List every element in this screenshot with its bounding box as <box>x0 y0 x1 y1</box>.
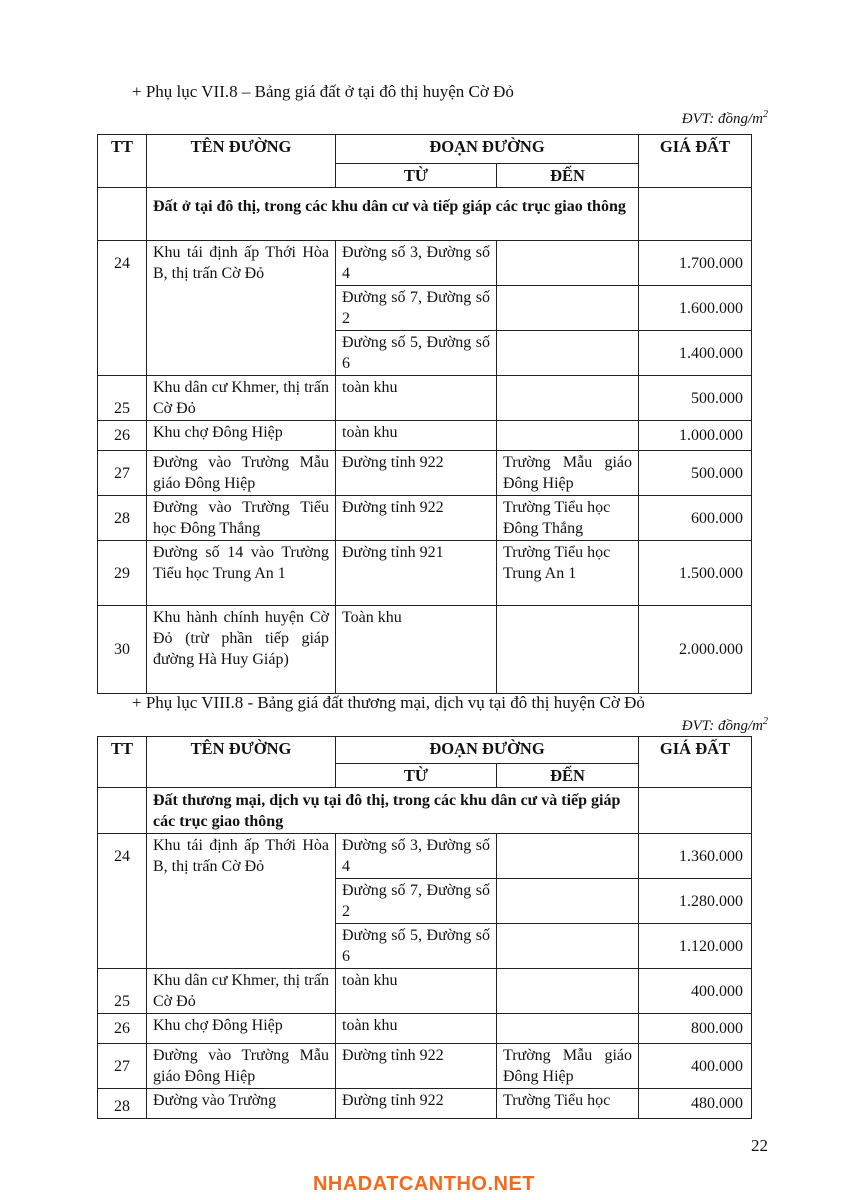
table-row: Đường số 5, Đường số 6 1.120.000 <box>98 924 752 969</box>
header-to: ĐẾN <box>497 764 639 788</box>
table-row: 27 Đường vào Trường Mẫu giáo Đông Hiệp Đường tỉnh 922 Trường Mẫu giáo Đông Hiệp 500.000 <box>98 451 752 496</box>
table1-heading: + Phụ lục VII.8 – Bảng giá đất ở tại đô thị huyện Cờ Đỏ <box>132 82 514 101</box>
section-title: Đất thương mại, dịch vụ tại đô thị, trong các khu dân cư và tiếp giáp các trục giao thông <box>147 788 639 834</box>
table-row: Đường số 7, Đường số 2 1.600.000 <box>98 286 752 331</box>
header-price: GIÁ ĐẤT <box>639 135 752 188</box>
land-price-table-commercial <box>97 736 752 1119</box>
table2-heading: + Phụ lục VIII.8 - Bảng giá đất thương mại, dịch vụ tại đô thị huyện Cờ Đỏ <box>132 693 645 712</box>
table-row: 26 Khu chợ Đông Hiệp toàn khu 1.000.000 <box>98 421 752 451</box>
table2-unit: ĐVT: đồng/$m^2$ <box>681 716 768 734</box>
table-row: 29 Đường số 14 vào Trường Tiểu học Trung An 1 Đường tỉnh 921 Trường Tiểu học Trung An 1 1.500.000 <box>98 541 752 606</box>
section-title: Đất ở tại đô thị, trong các khu dân cư và tiếp giáp các trục giao thông <box>147 188 639 241</box>
table-row: 25 Khu dân cư Khmer, thị trấn Cờ Đỏ toàn khu 500.000 <box>98 376 752 421</box>
header-tt: TT <box>98 737 147 788</box>
watermark-footer: NHADATCANTHO.NET <box>312 1173 536 1195</box>
table-row: 24 Khu tái định ấp Thới Hòa B, thị trấn Cờ Đỏ Đường số 3, Đường số 4 1.360.000 <box>98 834 752 879</box>
header-to: ĐẾN <box>497 164 639 188</box>
header-name: TÊN ĐƯỜNG <box>147 737 336 788</box>
table-row: 28 Đường vào Trường Đường tỉnh 922 Trường Tiểu học 480.000 <box>98 1089 752 1119</box>
table-row: 26 Khu chợ Đông Hiệp toàn khu 800.000 <box>98 1014 752 1044</box>
table-row: Đường số 5, Đường số 6 1.400.000 <box>98 331 752 376</box>
table-row: 27 Đường vào Trường Mẫu giáo Đông Hiệp Đường tỉnh 922 Trường Mẫu giáo Đông Hiệp 400.000 <box>98 1044 752 1089</box>
header-from: TỪ <box>336 764 497 788</box>
table-row: 24 Khu tái định ấp Thới Hòa B, thị trấn Cờ Đỏ Đường số 3, Đường số 4 1.700.000 <box>98 241 752 286</box>
table-row: Đường số 7, Đường số 2 1.280.000 <box>98 879 752 924</box>
header-tt: TT <box>98 135 147 188</box>
land-price-table-residential <box>97 134 752 694</box>
header-segment: ĐOẠN ĐƯỜNG <box>336 135 639 164</box>
table-row: 25 Khu dân cư Khmer, thị trấn Cờ Đỏ toàn khu 400.000 <box>98 969 752 1014</box>
table-row: 30 Khu hành chính huyện Cờ Đỏ (trừ phần tiếp giáp đường Hà Huy Giáp) Toàn khu 2.000.000 <box>98 606 752 694</box>
header-segment: ĐOẠN ĐƯỜNG <box>336 737 639 764</box>
header-from: TỪ <box>336 164 497 188</box>
header-price: GIÁ ĐẤT <box>639 737 752 788</box>
table-row: 28 Đường vào Trường Tiểu học Đông Thắng Đường tỉnh 922 Trường Tiểu học Đông Thắng 600.000 <box>98 496 752 541</box>
page-number: 22 <box>751 1136 768 1155</box>
table1-unit: ĐVT: đồng/$m^2$ <box>681 109 768 127</box>
header-name: TÊN ĐƯỜNG <box>147 135 336 188</box>
